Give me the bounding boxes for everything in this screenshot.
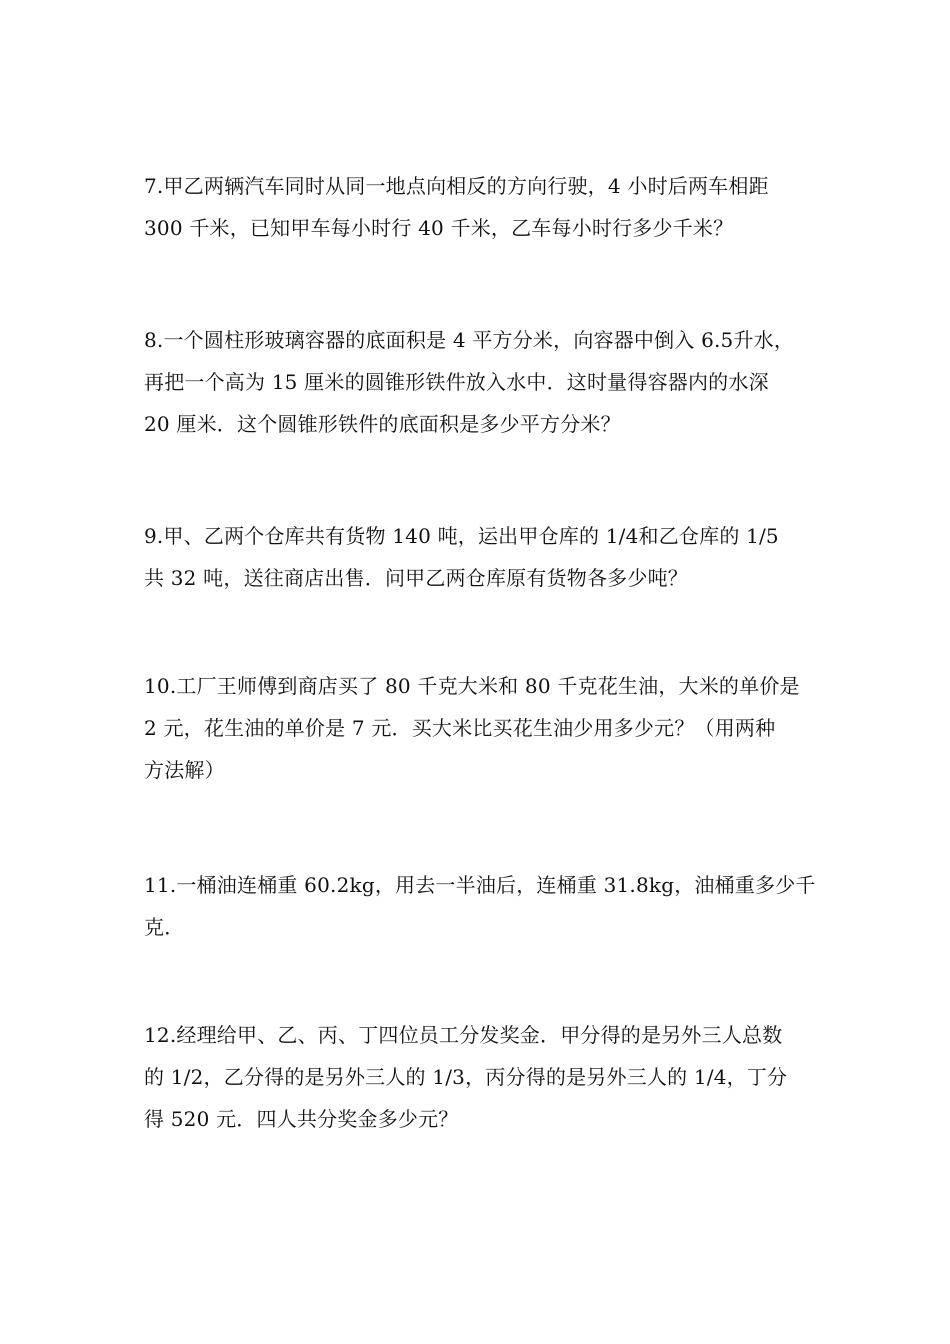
problem-12-line-1: 12.经理给甲、乙、丙、丁四位员工分发奖金．甲分得的是另外三人总数 xyxy=(144,1023,783,1047)
problem-12 xyxy=(144,1014,816,1140)
problem-10-line-1: 10.工厂王师傅到商店买了 80 千克大米和 80 千克花生油，大米的单价是 xyxy=(144,674,800,698)
problem-9-line-2: 共 32 吨，送往商店出售．问甲乙两仓库原有货物各多少吨？ xyxy=(144,566,688,590)
problem-8-line-3: 20 厘米．这个圆锥形铁件的底面积是多少平方分米？ xyxy=(144,412,621,436)
problem-12-line-3: 得 520 元．四人共分奖金多少元？ xyxy=(144,1107,459,1131)
problem-7-line-1: 7.甲乙两辆汽车同时从同一地点向相反的方向行驶，4 小时后两车相距 xyxy=(144,174,769,198)
problem-12-line-2: 的 1/2，乙分得的是另外三人的 1/3，丙分得的是另外三人的 1/4，丁分 xyxy=(144,1065,788,1089)
problem-8 xyxy=(144,319,816,445)
problem-11-line-2: 克． xyxy=(144,915,185,939)
problem-10 xyxy=(144,665,816,791)
problem-10-line-3: 方法解） xyxy=(144,758,225,782)
problem-11 xyxy=(144,864,816,948)
problem-8-line-2: 再把一个高为 15 厘米的圆锥形铁件放入水中．这时量得容器内的水深 xyxy=(144,370,769,394)
problem-8-line-1: 8.一个圆柱形玻璃容器的底面积是 4 平方分米，向容器中倒入 6.5升水， xyxy=(144,328,795,352)
problem-10-line-2: 2 元，花生油的单价是 7 元．买大米比买花生油少用多少元？（用两种 xyxy=(144,716,776,740)
problem-9-line-1: 9.甲、乙两个仓库共有货物 140 吨，运出甲仓库的 1/4和乙仓库的 1/5 xyxy=(144,524,779,548)
problem-7-line-2: 300 千米，已知甲车每小时行 40 千米，乙车每小时行多少千米？ xyxy=(144,216,734,240)
problem-9 xyxy=(144,515,816,599)
problem-7 xyxy=(144,165,816,249)
problem-11-line-1: 11.一桶油连桶重 60.2kg，用去一半油后，连桶重 31.8kg，油桶重多少千 xyxy=(144,873,816,897)
